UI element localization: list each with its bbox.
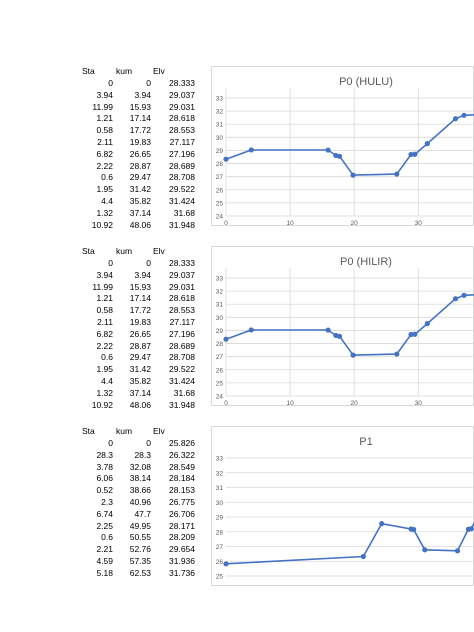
table-cell: 0.52 — [96, 485, 113, 496]
y-tick-label: 25 — [215, 200, 223, 208]
table-cell: 2.21 — [96, 544, 113, 555]
y-tick-label: 31 — [215, 301, 223, 309]
table-cell: 28.708 — [169, 352, 195, 363]
table-cell: 31.948 — [169, 399, 195, 410]
table-cell: 38.66 — [129, 485, 151, 496]
table-row — [70, 184, 195, 196]
table-row — [70, 438, 195, 450]
chart-frame — [212, 67, 474, 226]
x-tick-label: 20 — [350, 400, 358, 406]
y-tick-label: 31 — [215, 485, 223, 492]
table-cell: 32.08 — [129, 461, 151, 472]
table-cell: 6.74 — [96, 508, 113, 519]
table-cell: 0.6 — [101, 172, 113, 183]
table-cell: 26.65 — [129, 148, 151, 159]
column-header: kum — [116, 426, 133, 436]
column-header: Elv — [153, 66, 165, 76]
x-tick-label: 0 — [224, 220, 228, 226]
y-tick-label: 31 — [215, 121, 223, 129]
table-row — [70, 544, 195, 556]
data-point — [422, 547, 427, 552]
table-cell: 29.47 — [129, 172, 151, 183]
table-cell: 0.58 — [96, 305, 113, 316]
table-cell: 29.522 — [169, 184, 195, 195]
y-tick-label: 25 — [215, 380, 223, 388]
table-cell: 31.424 — [169, 196, 195, 206]
table-cell: 6.82 — [96, 148, 113, 159]
x-tick-label: 30 — [414, 400, 422, 406]
table-row — [70, 568, 195, 580]
column-header: kum — [116, 66, 133, 76]
table-cell: 40.96 — [129, 497, 151, 507]
table-row — [70, 305, 195, 317]
table-cell: 4.59 — [96, 556, 113, 566]
table-cell: 38.14 — [129, 473, 151, 484]
data-point — [350, 173, 355, 178]
table-cell: 26.322 — [169, 449, 195, 460]
table-cell: 2.3 — [101, 497, 113, 507]
y-tick-label: 33 — [215, 455, 223, 463]
table-cell: 28.3 — [134, 449, 151, 460]
table-cell: 28.184 — [169, 473, 195, 484]
table-cell: 17.72 — [129, 305, 151, 316]
table-cell: 29.47 — [129, 352, 151, 363]
table-row — [70, 497, 195, 509]
table-cell: 6.82 — [96, 328, 113, 339]
data-point — [223, 157, 228, 162]
table-row — [70, 556, 195, 568]
table-cell: 28.689 — [169, 160, 195, 171]
table-row — [70, 317, 195, 329]
table-cell: 1.95 — [96, 184, 113, 195]
table-cell: 29.037 — [169, 89, 195, 100]
y-tick-label: 26 — [215, 558, 223, 566]
chart-title: P0 (HILIR) — [340, 256, 392, 268]
table-cell: 37.14 — [129, 387, 151, 398]
table-cell: 26.65 — [129, 328, 151, 339]
table-row — [70, 532, 195, 544]
column-header: kum — [116, 246, 133, 256]
table-cell: 28.171 — [169, 520, 195, 531]
table-cell: 28.689 — [169, 340, 195, 351]
table-row — [70, 293, 195, 305]
table-row — [70, 172, 195, 184]
table-cell: 27.117 — [169, 317, 195, 327]
data-point — [350, 353, 355, 358]
y-tick-label: 29 — [215, 514, 223, 522]
y-tick-label: 28 — [215, 161, 223, 169]
y-tick-label: 24 — [215, 393, 223, 401]
y-tick-label: 32 — [215, 108, 223, 116]
data-point — [453, 296, 458, 301]
table-cell: 28.3 — [96, 449, 113, 460]
y-tick-label: 29 — [215, 147, 223, 155]
table-row — [70, 270, 195, 282]
table-cell: 62.53 — [129, 567, 151, 578]
data-point — [223, 561, 228, 566]
table-cell: 29.031 — [169, 101, 195, 112]
table-cell: 2.11 — [97, 317, 113, 327]
table-cell: 28.549 — [169, 461, 195, 472]
table-cell: 28.553 — [169, 125, 195, 136]
y-tick-label: 33 — [215, 95, 223, 103]
table-cell: 31.424 — [169, 376, 195, 386]
column-header: Elv — [153, 246, 165, 256]
table-cell: 1.32 — [96, 207, 113, 218]
table-cell: 10.92 — [91, 399, 113, 410]
table-cell: 49.95 — [129, 520, 151, 531]
table-cell: 3.94 — [134, 269, 151, 280]
table-cell: 28.153 — [169, 485, 195, 496]
table-cell: 4.4 — [101, 196, 113, 206]
y-tick-label: 25 — [215, 573, 223, 581]
data-point — [337, 154, 342, 159]
table-cell: 0 — [146, 258, 151, 268]
table-cell: 2.25 — [96, 520, 113, 531]
y-tick-label: 30 — [215, 134, 223, 142]
table-row — [70, 485, 195, 497]
table-cell: 1.21 — [96, 113, 113, 124]
table-cell: 0.6 — [101, 352, 113, 363]
table-cell: 3.78 — [96, 461, 113, 472]
table-cell: 47.7 — [134, 508, 151, 519]
table-cell: 48.06 — [129, 399, 151, 410]
data-point — [379, 521, 384, 526]
chart-svg — [211, 426, 474, 586]
table-cell: 0 — [146, 78, 151, 88]
column-header: Elv — [153, 426, 165, 436]
table-cell: 37.14 — [129, 207, 151, 218]
table-cell: 2.22 — [96, 160, 113, 171]
table-cell: 48.06 — [129, 219, 151, 230]
y-tick-label: 26 — [215, 367, 223, 375]
table-row — [70, 196, 195, 208]
y-tick-label: 28 — [215, 529, 223, 537]
table-row — [70, 352, 195, 364]
chart-svg — [211, 66, 474, 226]
table-row — [70, 462, 195, 474]
table-cell: 0 — [108, 258, 113, 268]
data-point — [325, 147, 330, 152]
y-tick-label: 24 — [215, 213, 223, 221]
table-cell: 52.76 — [129, 544, 151, 555]
table-cell: 27.117 — [169, 137, 195, 147]
data-point — [394, 171, 399, 176]
table-cell: 11.99 — [92, 101, 113, 112]
column-header: Sta — [82, 426, 95, 436]
data-point — [455, 548, 460, 553]
chart-p0-hilir — [211, 246, 474, 406]
table-row — [70, 125, 195, 137]
table-cell: 31.736 — [169, 567, 195, 578]
table-row — [70, 90, 195, 102]
table-cell: 2.11 — [97, 137, 113, 147]
chart-title: P1 — [359, 436, 373, 448]
table-cell: 26.706 — [169, 508, 195, 519]
data-point — [425, 141, 430, 146]
table-cell: 35.82 — [129, 196, 151, 206]
y-tick-label: 27 — [215, 354, 223, 362]
table-cell: 28.618 — [169, 113, 195, 124]
table-cell: 28.333 — [169, 258, 195, 268]
table-cell: 28.708 — [169, 172, 195, 183]
table-cell: 29.031 — [169, 281, 195, 292]
table-cell: 27.196 — [169, 148, 195, 159]
column-header: Sta — [82, 66, 95, 76]
table-cell: 5.18 — [96, 567, 113, 578]
table-cell: 15.93 — [129, 101, 151, 112]
table-row — [70, 113, 195, 125]
table-row — [70, 137, 195, 149]
chart-frame — [212, 427, 474, 586]
data-point — [325, 327, 330, 332]
data-point — [411, 527, 416, 532]
table-row — [70, 473, 195, 485]
table-cell: 25.826 — [169, 438, 195, 448]
table-row — [70, 509, 195, 521]
table-row — [70, 329, 195, 341]
y-tick-label: 30 — [215, 314, 223, 322]
table-cell: 0 — [108, 78, 113, 88]
table-cell: 28.87 — [129, 160, 151, 171]
table-cell: 17.72 — [129, 125, 151, 136]
table-row — [70, 208, 195, 220]
data-point — [337, 334, 342, 339]
table-cell: 4.4 — [101, 376, 113, 386]
profile-block-p0-hulu — [0, 66, 474, 236]
data-point — [249, 147, 254, 152]
x-tick-label: 10 — [286, 220, 294, 226]
y-tick-label: 30 — [215, 499, 223, 507]
table-cell: 0.6 — [101, 532, 113, 543]
data-point — [394, 351, 399, 356]
table-row — [70, 282, 195, 294]
table-cell: 31.68 — [173, 387, 195, 398]
table-cell: 1.21 — [96, 293, 113, 304]
table-cell: 19.83 — [129, 137, 151, 147]
table-cell: 19.83 — [129, 317, 151, 327]
table-row — [70, 400, 195, 412]
table-cell: 29.037 — [169, 269, 195, 280]
table-cell: 0 — [108, 438, 113, 448]
table-row — [70, 149, 195, 161]
table-cell: 28.209 — [169, 532, 195, 543]
table-cell: 3.94 — [96, 89, 113, 100]
table-row — [70, 364, 195, 376]
table-row — [70, 376, 195, 388]
table-cell: 0 — [146, 438, 151, 448]
table-cell: 29.522 — [169, 364, 195, 375]
data-point — [461, 293, 466, 298]
table-cell: 29.654 — [169, 544, 195, 555]
table-row — [70, 450, 195, 462]
table-cell: 31.948 — [169, 219, 195, 230]
table-row — [70, 258, 195, 270]
table-row — [70, 102, 195, 114]
data-point — [361, 554, 366, 559]
x-tick-label: 30 — [414, 220, 422, 226]
profile-block-p0-hilir — [0, 246, 474, 416]
table-cell: 28.87 — [129, 340, 151, 351]
table-row — [70, 161, 195, 173]
chart-title: P0 (HULU) — [339, 76, 393, 88]
data-point — [425, 321, 430, 326]
table-cell: 31.42 — [129, 364, 151, 375]
y-tick-label: 32 — [215, 288, 223, 296]
chart-p0-hulu — [211, 66, 474, 226]
table-cell: 26.775 — [169, 497, 195, 507]
chart-frame — [212, 247, 474, 406]
table-cell: 6.06 — [96, 473, 113, 484]
table-cell: 11.99 — [92, 281, 113, 292]
y-tick-label: 32 — [215, 470, 223, 478]
table-cell: 57.35 — [129, 556, 151, 566]
table-cell: 1.95 — [96, 364, 113, 375]
y-tick-label: 27 — [215, 544, 223, 551]
table-cell: 28.618 — [169, 293, 195, 304]
x-tick-label: 20 — [350, 220, 358, 226]
y-tick-label: 33 — [215, 275, 223, 283]
y-tick-label: 26 — [215, 187, 223, 195]
chart-p1 — [211, 426, 474, 586]
y-tick-label: 27 — [215, 174, 223, 182]
table-row — [70, 388, 195, 400]
y-tick-label: 28 — [215, 341, 223, 349]
chart-svg — [211, 246, 474, 406]
data-point — [249, 327, 254, 332]
table-row — [70, 341, 195, 353]
table-cell: 10.92 — [91, 219, 113, 230]
table-row — [70, 521, 195, 533]
table-cell: 28.333 — [169, 78, 195, 88]
table-cell: 17.14 — [129, 113, 151, 124]
table-row — [70, 78, 195, 90]
table-cell: 31.42 — [129, 184, 151, 195]
table-cell: 28.553 — [169, 305, 195, 316]
table-cell: 3.94 — [96, 269, 113, 280]
data-point — [469, 526, 474, 531]
table-cell: 31.68 — [173, 207, 195, 218]
table-cell: 2.22 — [96, 340, 113, 351]
table-cell: 27.196 — [169, 328, 195, 339]
table-cell: 50.55 — [129, 532, 151, 543]
column-header: Sta — [82, 246, 95, 256]
table-row — [70, 220, 195, 232]
table-cell: 0.58 — [96, 125, 113, 136]
y-tick-label: 29 — [215, 327, 223, 335]
table-cell: 15.93 — [129, 281, 151, 292]
table-cell: 17.14 — [129, 293, 151, 304]
profile-block-p1 — [0, 426, 474, 596]
table-cell: 3.94 — [134, 89, 151, 100]
table-cell: 31.936 — [169, 556, 195, 566]
data-point — [453, 116, 458, 121]
data-point — [461, 113, 466, 118]
x-tick-label: 0 — [224, 400, 228, 406]
data-point — [412, 152, 417, 157]
table-cell: 35.82 — [129, 376, 151, 386]
table-cell: 1.32 — [96, 387, 113, 398]
x-tick-label: 10 — [286, 400, 294, 406]
data-point — [223, 337, 228, 342]
data-point — [412, 332, 417, 337]
